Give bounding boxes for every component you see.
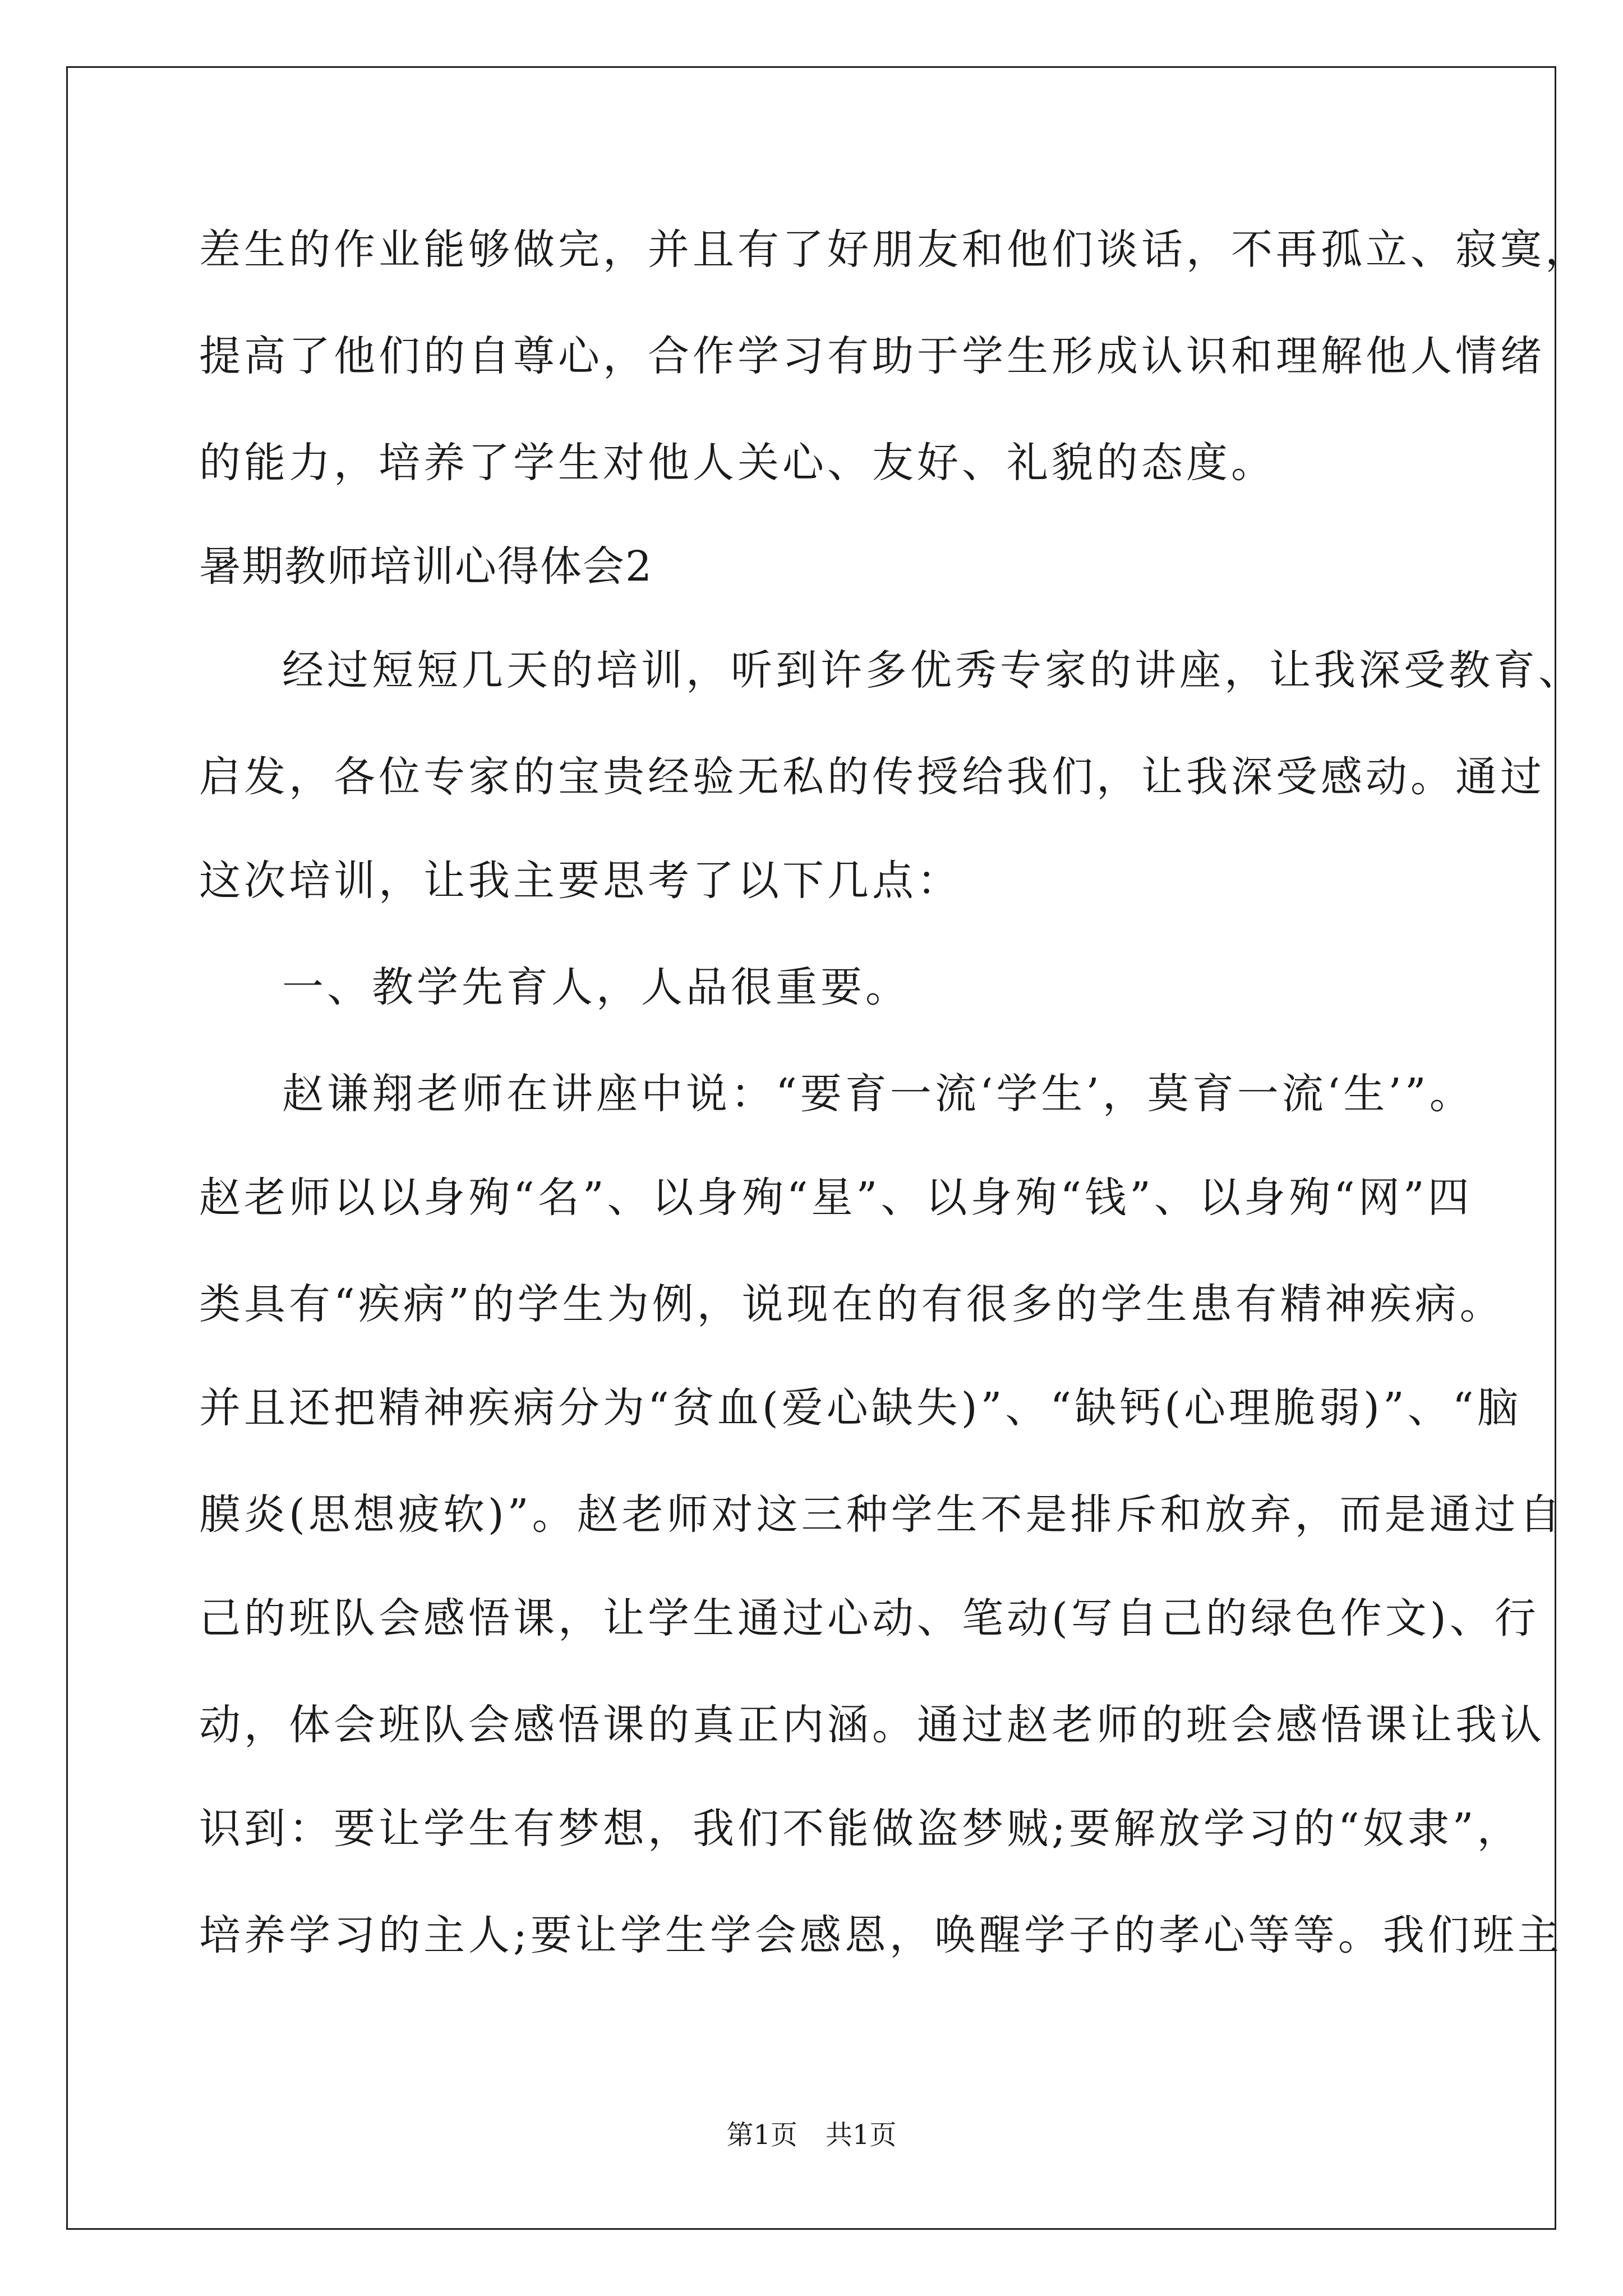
text-line: 这次培训，让我主要思考了以下几点： xyxy=(199,857,962,905)
text-line: 己的班队会感悟课，让学生通过心动、笔动(写自己的绿色作文)、行 xyxy=(199,1594,1539,1642)
text-line: 类具有“疾病”的学生为例，说现在的有很多的学生患有精神疾病。 xyxy=(199,1280,1505,1328)
page-border xyxy=(66,66,1556,2230)
text-line: 的能力，培养了学生对他人关心、友好、礼貌的态度。 xyxy=(199,439,1276,487)
text-line: 赵老师以以身殉“名”、以身殉“星”、以身殉“钱”、以身殉“网”四 xyxy=(199,1174,1473,1222)
page-footer xyxy=(0,2118,1623,2152)
text-line: 启发，各位专家的宝贵经验无私的传授给我们，让我深受感动。通过 xyxy=(199,753,1545,801)
text-line: 培养学习的主人;要让学生学会感恩，唤醒学子的孝心等等。我们班主 xyxy=(199,1911,1562,1959)
text-line: 动，体会班队会感悟课的真正内涵。通过赵老师的班会感悟课让我认 xyxy=(199,1701,1545,1749)
text-line: 膜炎(思想疲软)”。赵老师对这三种学生不是排斥和放弃，而是通过自 xyxy=(199,1490,1564,1539)
text-line: 并且还把精神疾病分为“贫血(爱心缺失)”、“缺钙(心理脆弱)”、“脑 xyxy=(199,1384,1522,1432)
text-line: 差生的作业能够做完，并且有了好朋友和他们谈话，不再孤立、寂寞， xyxy=(199,226,1590,274)
page-number: 第1页 xyxy=(726,2119,797,2151)
text-line: 提高了他们的自尊心，合作学习有助于学生形成认识和理解他人情绪 xyxy=(199,332,1545,380)
text-line: 一、教学先育人，人品很重要。 xyxy=(282,963,910,1011)
text-line: 赵谦翔老师在讲座中说：“要育一流‘学生’，莫育一流‘生’”。 xyxy=(282,1070,1474,1118)
section-heading: 暑期教师培训心得体会2 xyxy=(199,542,653,591)
text-line: 经过短短几天的培训，听到许多优秀专家的讲座，让我深受教育、 xyxy=(282,646,1583,694)
page-total: 共1页 xyxy=(826,2119,897,2151)
text-line: 识到：要让学生有梦想，我们不能做盗梦贼;要解放学习的“奴隶”， xyxy=(199,1805,1522,1853)
